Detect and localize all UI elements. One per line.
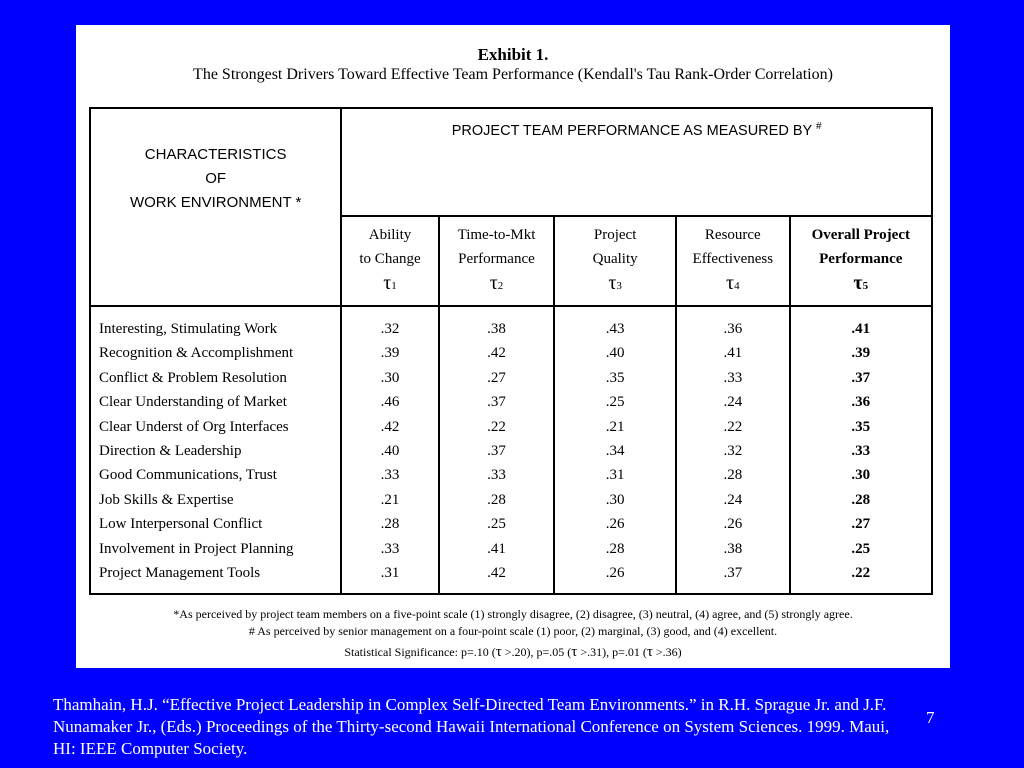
table-cell: .30 <box>605 491 625 508</box>
table-cell: .28 <box>487 491 506 508</box>
table-cell: .21 <box>605 418 625 435</box>
table-cell: .21 <box>380 491 400 508</box>
tau-symbol: τ2 <box>489 272 504 295</box>
row-label: Job Skills & Expertise <box>99 491 234 508</box>
table-cell: .40 <box>605 345 625 362</box>
table-cell: .30 <box>851 467 871 484</box>
table-cell: .42 <box>380 418 400 435</box>
performance-header-text: PROJECT TEAM PERFORMANCE AS MEASURED BY <box>451 123 812 139</box>
table-cell: .37 <box>487 394 506 411</box>
column-header-line-2: Performance <box>819 251 903 268</box>
table-cell: .28 <box>605 540 625 557</box>
table-cell: .40 <box>380 443 400 460</box>
table-cell: .24 <box>723 394 743 411</box>
row-label: Recognition & Accomplishment <box>99 345 294 362</box>
table-cell: .28 <box>723 467 743 484</box>
exhibit-sheet <box>76 25 950 668</box>
citation: Thamhain, H.J. “Effective Project Leadership in Complex Self-Directed Team Environments.” in R.H. Sprague Jr. and J.F. Nunamaker Jr., (Eds.) Proceedings of the Thirty-second Hawaii International Conference on System Sciences. 1999. Maui, HI: IEEE Computer Society. <box>53 695 890 758</box>
values-column-overall-performance <box>790 306 932 594</box>
tau-symbol: τ1 <box>383 272 397 295</box>
performance-header-mark: # <box>815 121 822 132</box>
table-cell: .30 <box>380 369 400 386</box>
table-cell: .33 <box>380 467 400 484</box>
column-header-line-1: Resource <box>704 227 761 244</box>
row-label: Clear Understanding of Market <box>99 394 287 411</box>
footnote-work-environment: *As perceived by project team members on a five-point scale (1) strongly disagree, (2) disagree, (3) neutral, (4) agree, and (5) strongly agree. <box>173 607 853 621</box>
values-column-ability <box>341 306 438 594</box>
column-header-time-to-mkt <box>439 216 554 306</box>
table-cell: .33 <box>851 443 871 460</box>
row-label: Project Management Tools <box>99 565 261 582</box>
table-cell: .33 <box>487 467 506 484</box>
table-cell: .26 <box>605 565 625 582</box>
table-cell: .31 <box>380 565 400 582</box>
column-header-line-1: Overall Project <box>811 227 910 244</box>
table-cell: .41 <box>851 321 871 337</box>
tau-symbol: τ3 <box>608 272 622 295</box>
table-cell: .22 <box>851 565 871 582</box>
table-cell: .41 <box>723 345 743 362</box>
row-label: Low Interpersonal Conflict <box>99 516 263 533</box>
footnote-team-performance: # As perceived by senior management on a four-point scale (1) poor, (2) marginal, (3) good, and (4) excellent. <box>248 624 778 638</box>
row-labels-column <box>90 306 341 594</box>
char-header-line-2: OF <box>205 170 227 187</box>
column-header-overall-performance <box>790 216 932 306</box>
column-header-line-1: Ability <box>368 227 412 244</box>
table-cell: .46 <box>380 394 400 411</box>
table-cell: .32 <box>380 321 400 337</box>
row-label: Interesting, Stimulating Work <box>99 321 278 337</box>
column-header-line-2: to Change <box>359 251 421 268</box>
column-header-line-2: Performance <box>458 251 535 268</box>
table-cell: .35 <box>605 369 625 386</box>
table-cell: .42 <box>487 345 506 362</box>
table-cell: .39 <box>851 345 871 362</box>
table-cell: .42 <box>487 565 506 582</box>
column-header-line-1: Time-to-Mkt <box>457 227 536 244</box>
table-cell: .26 <box>723 516 743 533</box>
table-cell: .22 <box>723 418 743 435</box>
table-cell: .39 <box>380 345 400 362</box>
table-cell: .37 <box>723 565 743 582</box>
performance-header <box>341 108 932 216</box>
column-header-line-2: Quality <box>592 251 638 268</box>
table-cell: .24 <box>723 491 743 508</box>
table-cell: .36 <box>851 394 871 411</box>
char-header-line-1: CHARACTERISTICS <box>144 146 287 163</box>
column-header-line-1: Project <box>593 227 637 244</box>
table-cell: .22 <box>487 418 506 435</box>
row-label: Good Communications, Trust <box>99 467 277 484</box>
row-label: Conflict & Problem Resolution <box>99 369 287 386</box>
values-column-resource-effectiveness <box>676 306 790 594</box>
tau-symbol: τ4 <box>726 272 740 295</box>
column-header-line-2: Effectiveness <box>692 251 774 268</box>
table-cell: .28 <box>851 491 871 508</box>
table-cell: .26 <box>605 516 625 533</box>
row-label: Direction & Leadership <box>99 443 242 460</box>
table-cell: .35 <box>851 418 871 435</box>
column-header-project-quality <box>554 216 676 306</box>
row-label: Clear Underst of Org Interfaces <box>99 418 289 435</box>
column-header-resource-effectiveness <box>676 216 790 306</box>
table-cell: .43 <box>605 321 625 337</box>
table-cell: .27 <box>487 369 506 386</box>
table-cell: .31 <box>605 467 625 484</box>
table-cell: .38 <box>487 321 506 337</box>
correlation-table <box>89 107 933 595</box>
table-cell: .32 <box>723 443 743 460</box>
table-cell: .25 <box>605 394 625 411</box>
table-cell: .41 <box>487 540 506 557</box>
table-cell: .36 <box>723 321 743 337</box>
row-label: Involvement in Project Planning <box>99 540 294 557</box>
table-cell: .25 <box>487 516 506 533</box>
statistical-significance-note: Statistical Significance: p=.10 (τ >.20), p=.05 (τ >.31), p=.01 (τ >.36) <box>344 644 682 660</box>
table-cell: .33 <box>380 540 400 557</box>
characteristics-header <box>90 108 341 306</box>
column-header-ability <box>341 216 438 306</box>
tau-symbol: τ5 <box>853 272 869 295</box>
page-number: 7 <box>926 708 935 727</box>
table-cell: .27 <box>851 516 871 533</box>
table-cell: .25 <box>851 540 871 557</box>
table-cell: .28 <box>380 516 400 533</box>
exhibit-subtitle: The Strongest Drivers Toward Effective Team Performance (Kendall's Tau Rank-Order Correlation) <box>193 66 833 83</box>
table-cell: .38 <box>723 540 743 557</box>
values-column-time-to-mkt <box>439 306 554 594</box>
table-cell: .37 <box>487 443 506 460</box>
char-header-line-3: WORK ENVIRONMENT * <box>129 194 302 211</box>
table-cell: .33 <box>723 369 743 386</box>
table-cell: .34 <box>605 443 625 460</box>
exhibit-title: Exhibit 1. <box>477 45 549 64</box>
values-column-project-quality <box>554 306 676 594</box>
table-cell: .37 <box>851 369 871 386</box>
